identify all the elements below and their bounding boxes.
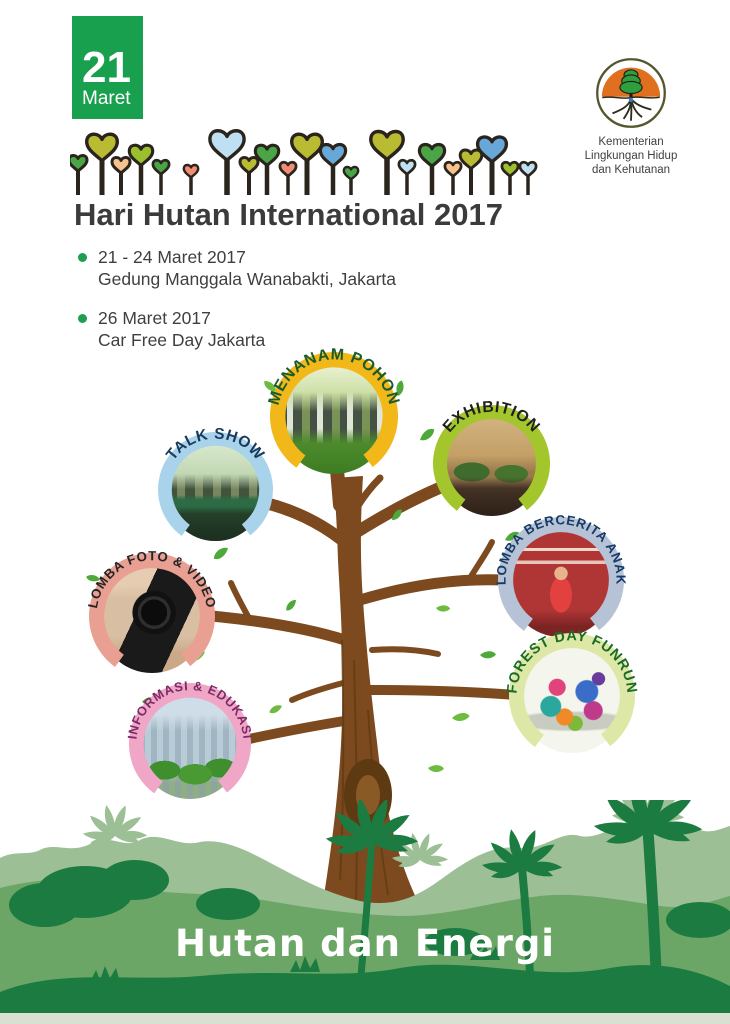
- event-dates: 26 Maret 2017: [98, 308, 211, 328]
- date-month: Maret: [82, 88, 131, 110]
- event-bullet-icon: [78, 314, 87, 323]
- activity-badge-lomba-bercerita-anak: [493, 512, 629, 643]
- activity-badge-exhibition: [433, 398, 550, 522]
- ministry-logo-block: [579, 56, 683, 177]
- ministry-name-line3: dan Kehutanan: [591, 164, 671, 177]
- ministry-name: [579, 135, 683, 177]
- activity-badge-forest-day-funrun: [504, 628, 640, 759]
- svg-text:LOMBA BERCERITA ANAK: [494, 512, 629, 585]
- lomba-bercerita-anak-label: LOMBA BERCERITA ANAK: [493, 512, 629, 586]
- ministry-name-line2: Lingkungan Hidup: [584, 150, 678, 163]
- activity-badge-menanam-pohon: [265, 346, 403, 480]
- activity-badge-lomba-foto-video: [85, 548, 219, 679]
- informasi-edukasi-label: INFORMASI & EDUKASI: [124, 678, 256, 740]
- forest-footer-illustration: [0, 800, 730, 1024]
- activity-badge-talk-show: [158, 425, 273, 547]
- poster-title: Hari Hutan International 2017: [74, 197, 503, 232]
- forest-day-funrun-label: FOREST DAY FUNRUN: [504, 628, 640, 695]
- event-dates: 21 - 24 Maret 2017: [98, 247, 246, 267]
- event-location: Car Free Day Jakarta: [98, 330, 266, 350]
- talk-show-label: TALK SHOW: [163, 425, 268, 464]
- date-day: 21: [82, 42, 131, 92]
- exhibition-label: EXHIBITION: [439, 398, 544, 436]
- ministry-name-line1: Kementerian: [598, 136, 664, 148]
- event-bullet-icon: [78, 253, 87, 262]
- event-location: Gedung Manggala Wanabakti, Jakarta: [98, 269, 397, 289]
- date-badge: [72, 16, 143, 119]
- lomba-foto-video-label: LOMBA FOTO & VIDEO: [85, 548, 219, 610]
- event-item: [78, 246, 396, 290]
- activity-badge-informasi-edukasi: [124, 678, 256, 805]
- ministry-logo-icon: [594, 56, 668, 130]
- heart-trees-banner-icon: [70, 125, 540, 197]
- tagline: Hutan dan Energi: [175, 922, 555, 965]
- menanam-pohon-label: MENANAM POHON: [265, 346, 403, 408]
